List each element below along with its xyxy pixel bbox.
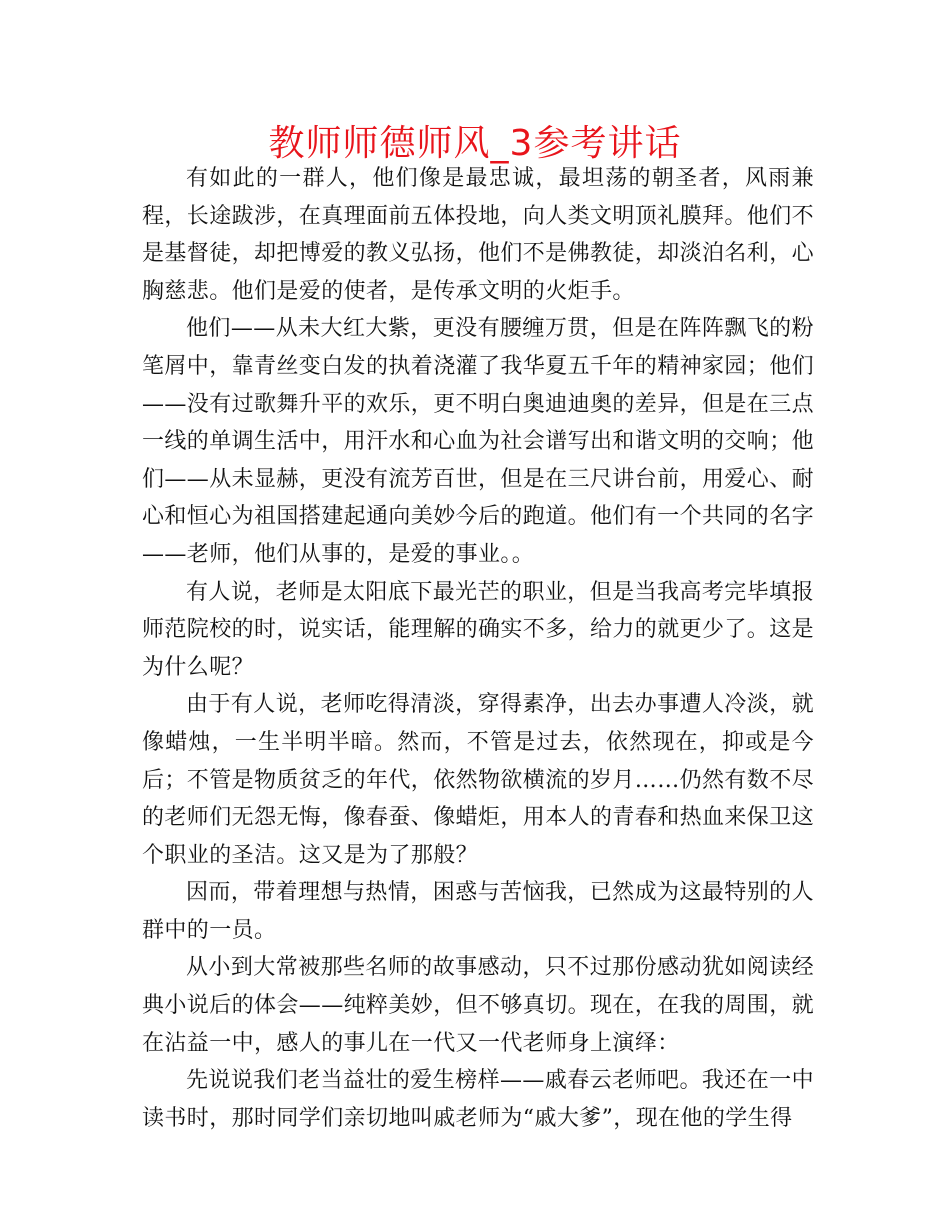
paragraph: 先说说我们老当益壮的爱生榜样——戚春云老师吧。我还在一中读书时，那时同学们亲切地叫戚老师为“戚大爹”，现在他的学生得 xyxy=(142,1068,814,1131)
paragraph: 因而，带着理想与热情，困惑与苦恼我，已然成为这最特别的人群中的一员。 xyxy=(142,880,814,943)
paragraph: 他们——从未大红大紫，更没有腰缠万贯，但是在阵阵飘飞的粉笔屑中，靠青丝变白发的执着浇灌了我华夏五千年的精神家园；他们——没有过歌舞升平的欢乐，更不明白奥迪迪奥的差异，但是在三点一线的单调生活中，用汗水和心血为社会谱写出和谐文明的交响；他们——从未显赫，更没有流芳百世，但是在三尺讲台前，用爱心、耐心和恒心为祖国搭建起通向美妙今后的跑道。他们有一个共同的名字——老师，他们从事的，是爱的事业。。 xyxy=(142,316,815,567)
paragraph: 从小到大常被那些名师的故事感动，只不过那份感动犹如阅读经典小说后的体会——纯粹美妙，但不够真切。现在，在我的周围，就在沾益一中，感人的事儿在一代又一代老师身上演绎： xyxy=(142,955,815,1056)
document-title: 教师师德师风_3参考讲话 xyxy=(268,123,682,164)
paragraph: 由于有人说，老师吃得清淡，穿得素净，出去办事遭人冷淡，就像蜡烛，一生半明半暗。然而，不管是过去，依然现在，抑或是今后；不管是物质贫乏的年代，依然物欲横流的岁月……仍然有数不尽的老师们无怨无悔，像春蚕、像蜡炬，用本人的青春和热血来保卫这个职业的圣洁。这又是为了那般？ xyxy=(142,692,815,868)
paragraph: 有如此的一群人，他们像是最忠诚，最坦荡的朝圣者，风雨兼程，长途跋涉，在真理面前五体投地，向人类文明顶礼膜拜。他们不是基督徒，却把博爱的教义弘扬，他们不是佛教徒，却淡泊名利，心胸慈悲。他们是爱的使者，是传承文明的火炬手。 xyxy=(142,166,815,304)
paragraph: 有人说，老师是太阳底下最光芒的职业，但是当我高考完毕填报师范院校的时，说实话，能理解的确实不多，给力的就更少了。这是为什么呢？ xyxy=(142,579,815,680)
document-body xyxy=(142,160,814,1137)
